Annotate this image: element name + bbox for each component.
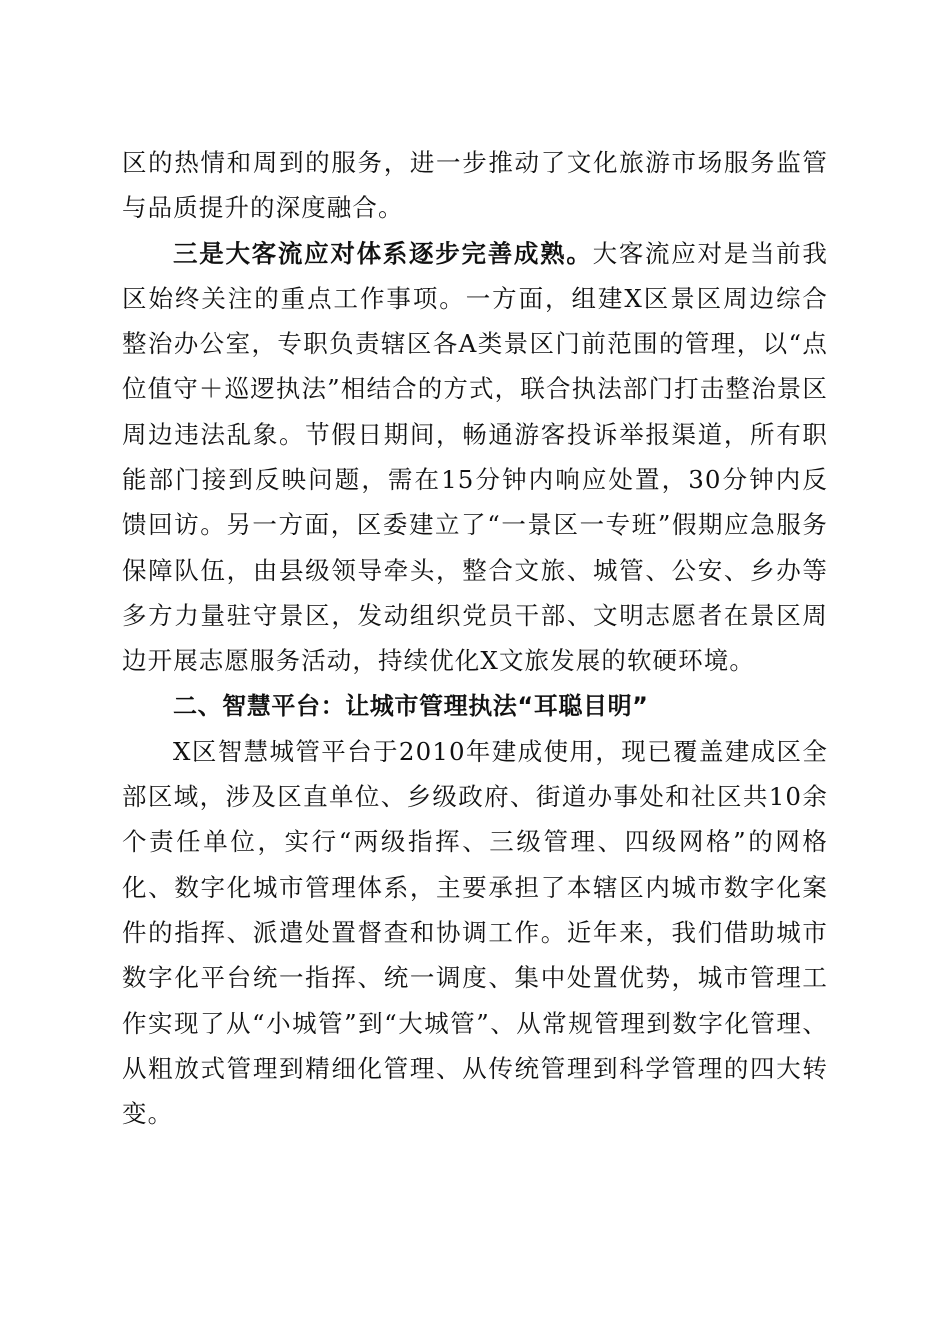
paragraph-three-text: 大客流应对是当前我区始终关注的重点工作事项。一方面，组建X区景区周边综合整治办公室，专职负责辖区各A类景区门前范围的管理，以“点位值守＋巡逻执法”相结合的方式，联合执法部门打击整治景区周边违法乱象。节假日期间，畅通游客投诉举报渠道，所有职能部门接到反映问题，需在15分钟内响应处置，30分钟内反馈回访。另一方面，区委建立了“一景区一专班”假期应急服务保障队伍，由县级领导牵头，整合文旅、城管、公安、乡办等多方力量驻守景区，发动组织党员干部、文明志愿者在景区周边开展志愿服务活动，持续优化X文旅发展的软硬环境。 [122,238,828,676]
paragraph-three-lead: 三是大客流应对体系逐步完善成熟。 [173,238,593,268]
document-body [122,140,828,1137]
paragraph-continued: 区的热情和周到的服务，进一步推动了文化旅游市场服务监管与品质提升的深度融合。 [122,148,828,223]
paragraph-three [122,231,828,684]
section-two-heading: 二、智慧平台：让城市管理执法“耳聪目明” [173,691,649,720]
paragraph-section-two: X区智慧城管平台于2010年建成使用，现已覆盖建成区全部区域，涉及区直单位、乡级政府、街道办事处和社区共10余个责任单位，实行“两级指挥、三级管理、四级网格”的网格化、数字化城市管理体系，主要承担了本辖区内城市数字化案件的指挥、派遣处置督查和协调工作。近年来，我们借助城市数字化平台统一指挥、统一调度、集中处置优势，城市管理工作实现了从“小城管”到“大城管”、从常规管理到数字化管理、从粗放式管理到精细化管理、从传统管理到科学管理的四大转变。 [122,736,828,1129]
